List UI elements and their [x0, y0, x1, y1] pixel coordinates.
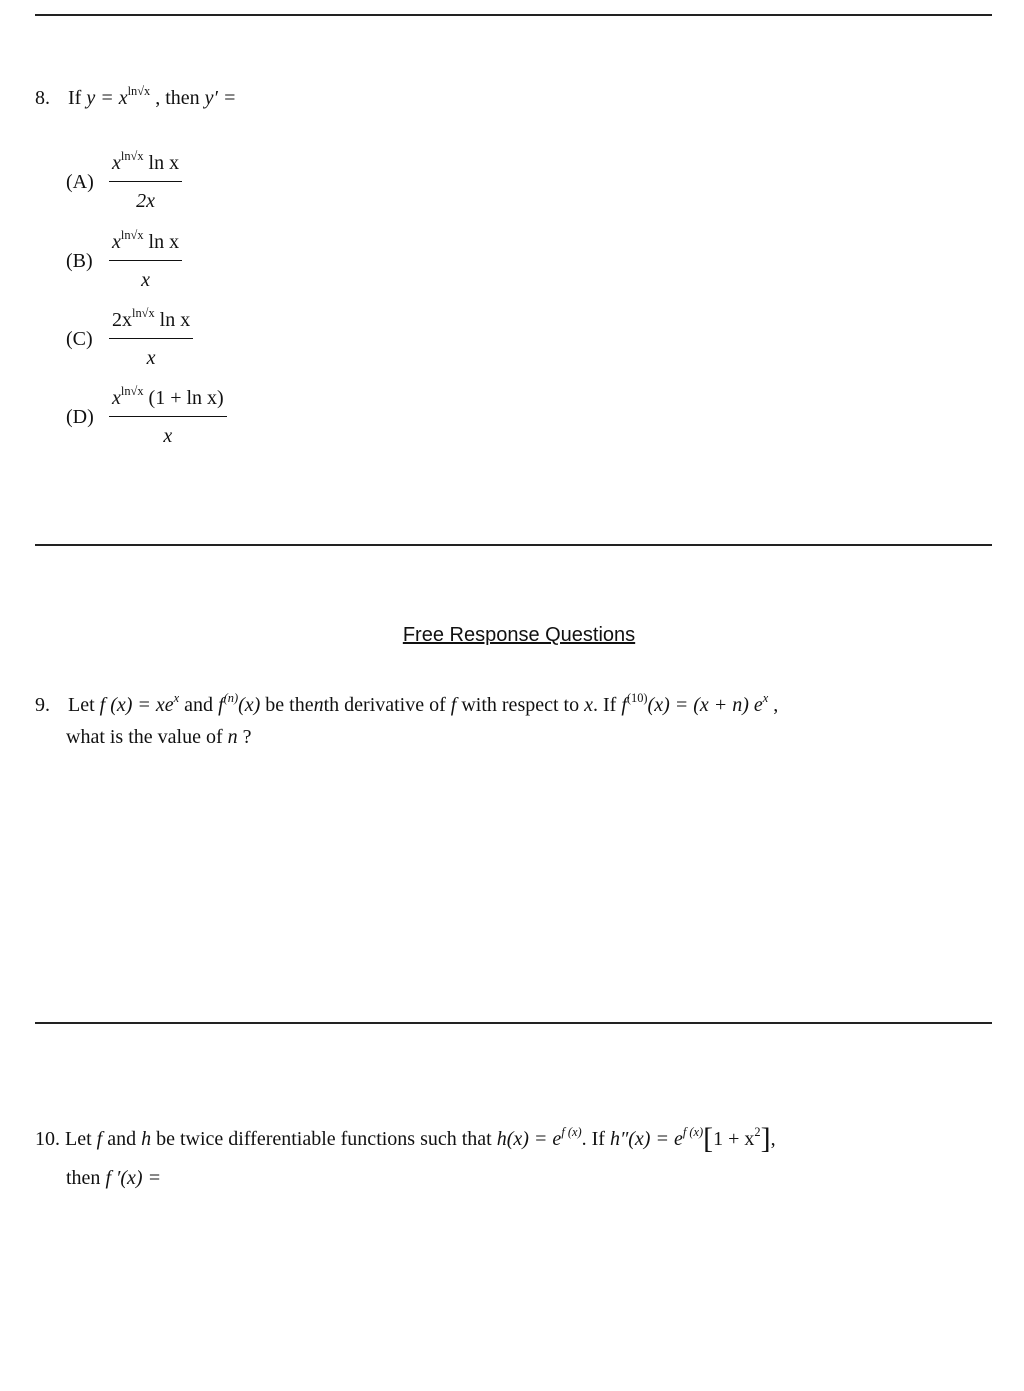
- function-def: f (x) = xe: [99, 694, 174, 716]
- exponent: ln√x: [132, 306, 155, 321]
- divider-after-q9: [35, 1022, 992, 1024]
- equation: h(x) = e: [496, 1128, 562, 1150]
- fraction: [109, 149, 182, 213]
- question-text: and: [107, 1128, 137, 1150]
- function-symbol: f: [96, 1128, 103, 1150]
- question-text: . If: [592, 694, 617, 716]
- option-label: (A): [66, 171, 94, 193]
- question-9: [35, 691, 779, 716]
- equation: f ′(x) =: [105, 1167, 162, 1189]
- fraction: [109, 228, 182, 292]
- numerator-tail: (1 + ln x): [143, 387, 224, 409]
- exponent: ln√x: [120, 228, 144, 243]
- function-arg: (x): [238, 694, 261, 716]
- numerator-base: x: [112, 231, 121, 253]
- exponent: ln√x: [127, 84, 151, 99]
- bracket-open: [: [703, 1122, 714, 1155]
- equation: h″(x) = e: [609, 1128, 683, 1150]
- question-text: , then: [155, 87, 200, 109]
- option-label: (C): [66, 328, 93, 350]
- question-text: . If: [581, 1128, 605, 1150]
- exponent: x: [762, 691, 769, 706]
- equation-rhs: y′ =: [204, 87, 237, 109]
- question-text: th derivative of: [323, 694, 446, 716]
- numerator-base: 2x: [112, 309, 132, 331]
- function-symbol: f: [621, 694, 627, 716]
- option-a[interactable]: [66, 149, 182, 213]
- equation-lhs: y = x: [86, 87, 128, 109]
- option-label: (B): [66, 250, 93, 272]
- exponent: (n): [223, 691, 239, 706]
- fraction: [109, 306, 193, 370]
- question-text: and: [184, 694, 214, 716]
- numerator-tail: ln x: [154, 309, 191, 331]
- exponent: ln√x: [120, 384, 144, 399]
- question-text: what is the value of: [66, 726, 223, 748]
- numerator-tail: ln x: [143, 231, 180, 253]
- exponent: ln√x: [120, 149, 144, 164]
- punctuation: ?: [242, 726, 252, 748]
- question-9-line-2: [66, 727, 252, 747]
- question-number: 9.: [35, 694, 50, 716]
- exponent: x: [173, 691, 180, 706]
- bracket-close: ]: [760, 1122, 771, 1155]
- exponent: f (x): [561, 1125, 582, 1140]
- bracket-inner: 1 + x: [713, 1128, 755, 1150]
- question-text: with respect to: [461, 694, 580, 716]
- exponent: f (x): [682, 1125, 704, 1140]
- option-label: (D): [66, 406, 94, 428]
- option-c[interactable]: [66, 306, 193, 370]
- variable: x: [584, 694, 593, 716]
- exponent: (10): [626, 691, 648, 706]
- variable: n: [227, 726, 238, 748]
- option-d[interactable]: [66, 384, 227, 448]
- question-text: Let: [65, 1128, 92, 1150]
- question-text: be twice differentiable functions such that: [156, 1128, 492, 1150]
- denominator: 2x: [136, 190, 155, 212]
- numerator-base: x: [112, 387, 121, 409]
- question-text: Let: [68, 694, 95, 716]
- punctuation: ,: [773, 694, 779, 716]
- numerator-base: x: [112, 152, 121, 174]
- question-number: 10.: [35, 1128, 60, 1150]
- question-10-line-2: [66, 1168, 161, 1188]
- question-number: 8.: [35, 87, 50, 109]
- denominator: x: [146, 347, 156, 369]
- denominator: x: [163, 425, 173, 447]
- question-text: then: [66, 1167, 101, 1189]
- numerator-tail: ln x: [143, 152, 180, 174]
- punctuation: ,: [770, 1128, 776, 1150]
- exponent: 2: [754, 1125, 761, 1140]
- question-10: [35, 1122, 776, 1155]
- divider-after-q8: [35, 544, 992, 546]
- question-text: If: [68, 87, 82, 109]
- question-8: [35, 84, 237, 109]
- variable: n: [313, 694, 324, 716]
- function-symbol: h: [141, 1128, 152, 1150]
- divider-top: [35, 14, 992, 16]
- function-symbol: f: [450, 694, 457, 716]
- fraction: [109, 384, 227, 448]
- function-symbol: f: [218, 694, 224, 716]
- question-text: be the: [265, 694, 314, 716]
- equation-rhs: (x) = (x + n) e: [647, 694, 763, 716]
- denominator: x: [141, 269, 150, 291]
- option-b[interactable]: [66, 228, 182, 292]
- section-heading: Free Response Questions: [402, 624, 636, 646]
